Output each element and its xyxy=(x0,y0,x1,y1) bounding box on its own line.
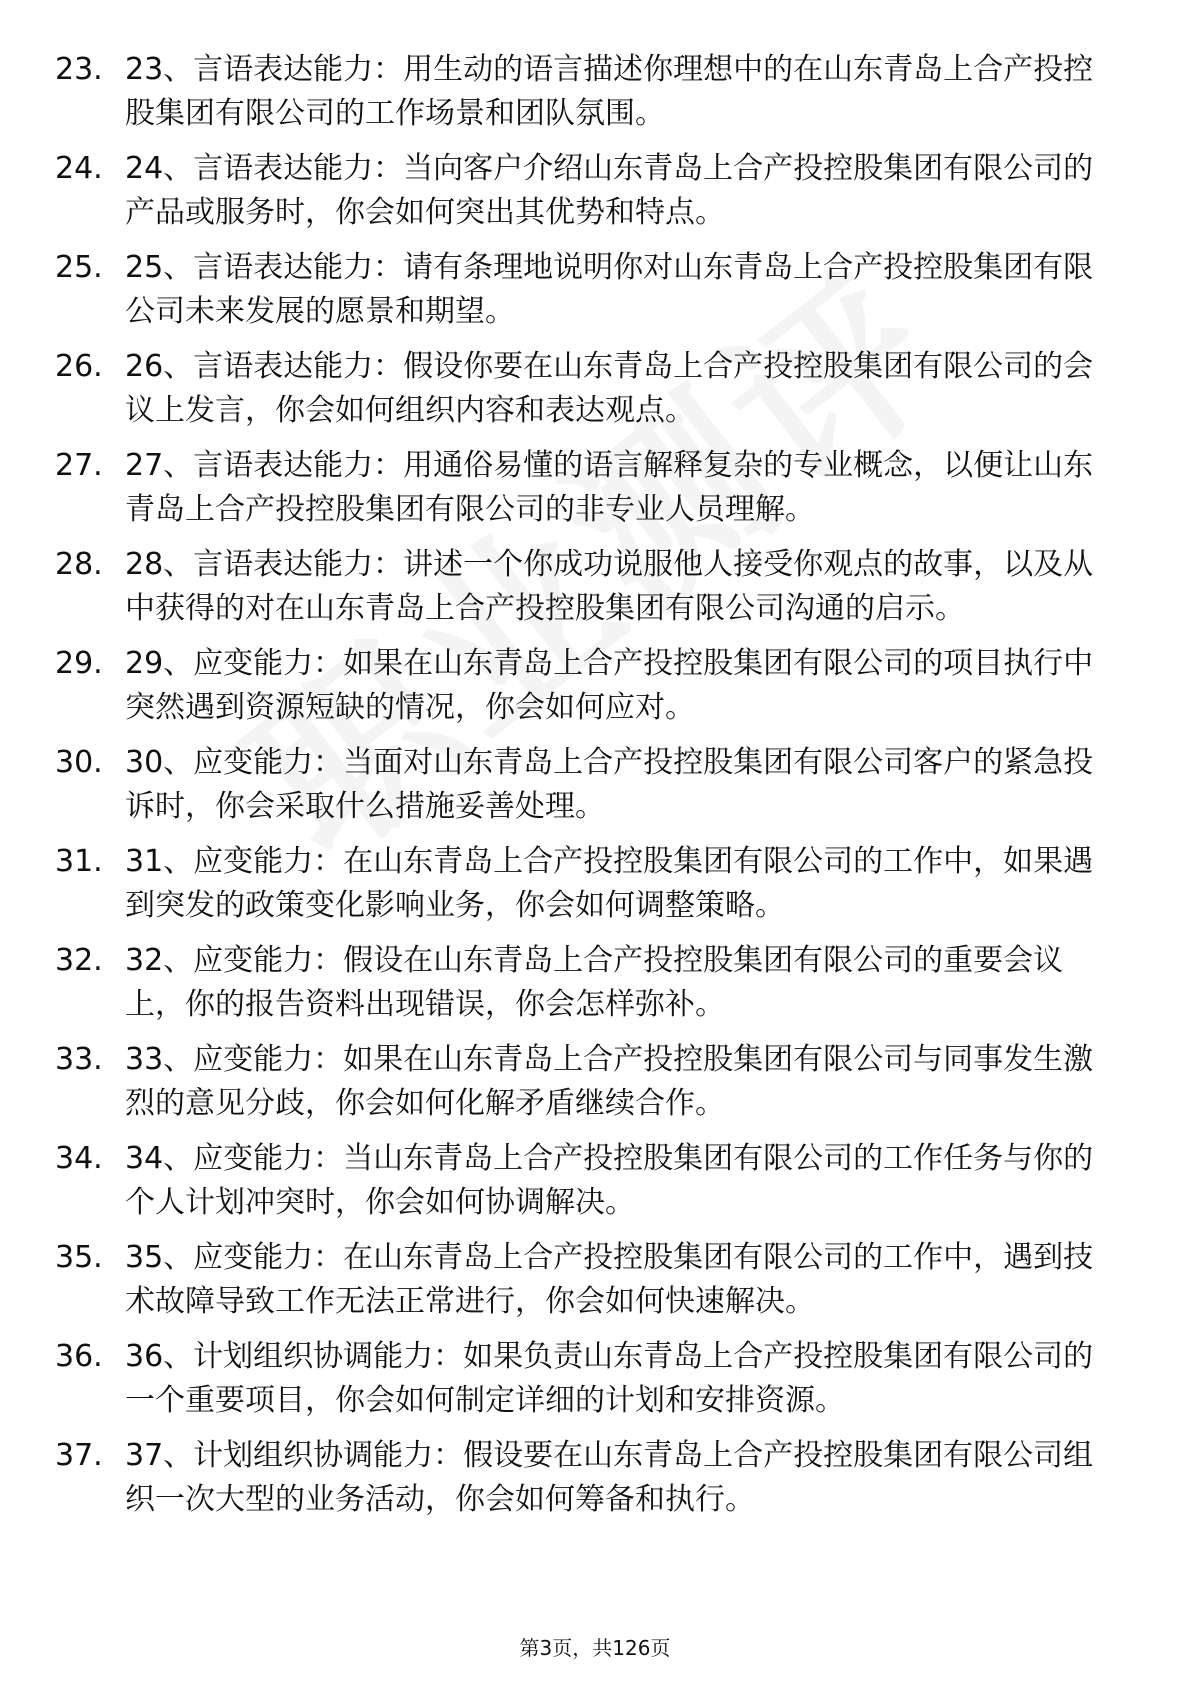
page-number: 第3页，共126页 xyxy=(519,1636,671,1660)
item-text: 31、应变能力：在山东青岛上合产投控股集团有限公司的工作中，如果遇到突发的政策变化影响业务，你会如何调整策略。 xyxy=(125,844,1094,923)
item-number: 29. xyxy=(55,646,103,681)
item-text: 28、言语表达能力：讲述一个你成功说服他人接受你观点的故事，以及从中获得的对在山东青岛上合产投控股集团有限公司沟通的启示。 xyxy=(125,547,1094,626)
item-number: 36. xyxy=(55,1339,103,1374)
item-text: 34、应变能力：当山东青岛上合产投控股集团有限公司的工作任务与你的个人计划冲突时，你会如何协调解决。 xyxy=(125,1141,1094,1220)
list-item xyxy=(0,1137,1190,1225)
item-number: 31. xyxy=(55,844,103,879)
list-item xyxy=(0,939,1190,1027)
item-text: 36、计划组织协调能力：如果负责山东青岛上合产投控股集团有限公司的一个重要项目，你会如何制定详细的计划和安排资源。 xyxy=(125,1339,1094,1418)
list-item xyxy=(0,1038,1190,1126)
item-number: 26. xyxy=(55,349,103,384)
item-number: 37. xyxy=(55,1438,103,1473)
list-item xyxy=(0,1335,1190,1423)
item-number: 24. xyxy=(55,151,103,186)
list-item xyxy=(0,1236,1190,1324)
item-number: 28. xyxy=(55,547,103,582)
item-number: 33. xyxy=(55,1042,103,1077)
list-item xyxy=(0,1434,1190,1522)
list-item xyxy=(0,741,1190,829)
list-item xyxy=(0,147,1190,235)
item-text: 33、应变能力：如果在山东青岛上合产投控股集团有限公司与同事发生激烈的意见分歧，你会如何化解矛盾继续合作。 xyxy=(125,1042,1094,1121)
list-item xyxy=(0,246,1190,334)
list-item xyxy=(0,48,1190,136)
item-text: 29、应变能力：如果在山东青岛上合产投控股集团有限公司的项目执行中突然遇到资源短缺的情况，你会如何应对。 xyxy=(125,646,1094,725)
item-text: 24、言语表达能力：当向客户介绍山东青岛上合产投控股集团有限公司的产品或服务时，你会如何突出其优势和特点。 xyxy=(125,151,1094,230)
list-item xyxy=(0,543,1190,631)
list-item xyxy=(0,642,1190,730)
item-number: 27. xyxy=(55,448,103,483)
item-number: 35. xyxy=(55,1240,103,1275)
item-text: 25、言语表达能力：请有条理地说明你对山东青岛上合产投控股集团有限公司未来发展的愿景和期望。 xyxy=(125,250,1094,329)
item-text: 32、应变能力：假设在山东青岛上合产投控股集团有限公司的重要会议上，你的报告资料出现错误，你会怎样弥补。 xyxy=(125,943,1064,1022)
item-number: 32. xyxy=(55,943,103,978)
item-text: 30、应变能力：当面对山东青岛上合产投控股集团有限公司客户的紧急投诉时，你会采取什么措施妥善处理。 xyxy=(125,745,1094,824)
item-text: 35、应变能力：在山东青岛上合产投控股集团有限公司的工作中，遇到技术故障导致工作无法正常进行，你会如何快速解决。 xyxy=(125,1240,1094,1319)
page-footer xyxy=(0,1634,1190,1662)
item-number: 25. xyxy=(55,250,103,285)
item-number: 34. xyxy=(55,1141,103,1176)
list-item xyxy=(0,840,1190,928)
item-text: 23、言语表达能力：用生动的语言描述你理想中的在山东青岛上合产投控股集团有限公司的工作场景和团队氛围。 xyxy=(125,52,1094,131)
item-text: 27、言语表达能力：用通俗易懂的语言解释复杂的专业概念，以便让山东青岛上合产投控股集团有限公司的非专业人员理解。 xyxy=(125,448,1094,527)
item-number: 30. xyxy=(55,745,103,780)
list-item xyxy=(0,345,1190,433)
item-text: 37、计划组织协调能力：假设要在山东青岛上合产投控股集团有限公司组织一次大型的业务活动，你会如何筹备和执行。 xyxy=(125,1438,1094,1517)
question-list xyxy=(0,48,1190,1533)
item-text: 26、言语表达能力：假设你要在山东青岛上合产投控股集团有限公司的会议上发言，你会如何组织内容和表达观点。 xyxy=(125,349,1094,428)
item-number: 23. xyxy=(55,52,103,87)
list-item xyxy=(0,444,1190,532)
